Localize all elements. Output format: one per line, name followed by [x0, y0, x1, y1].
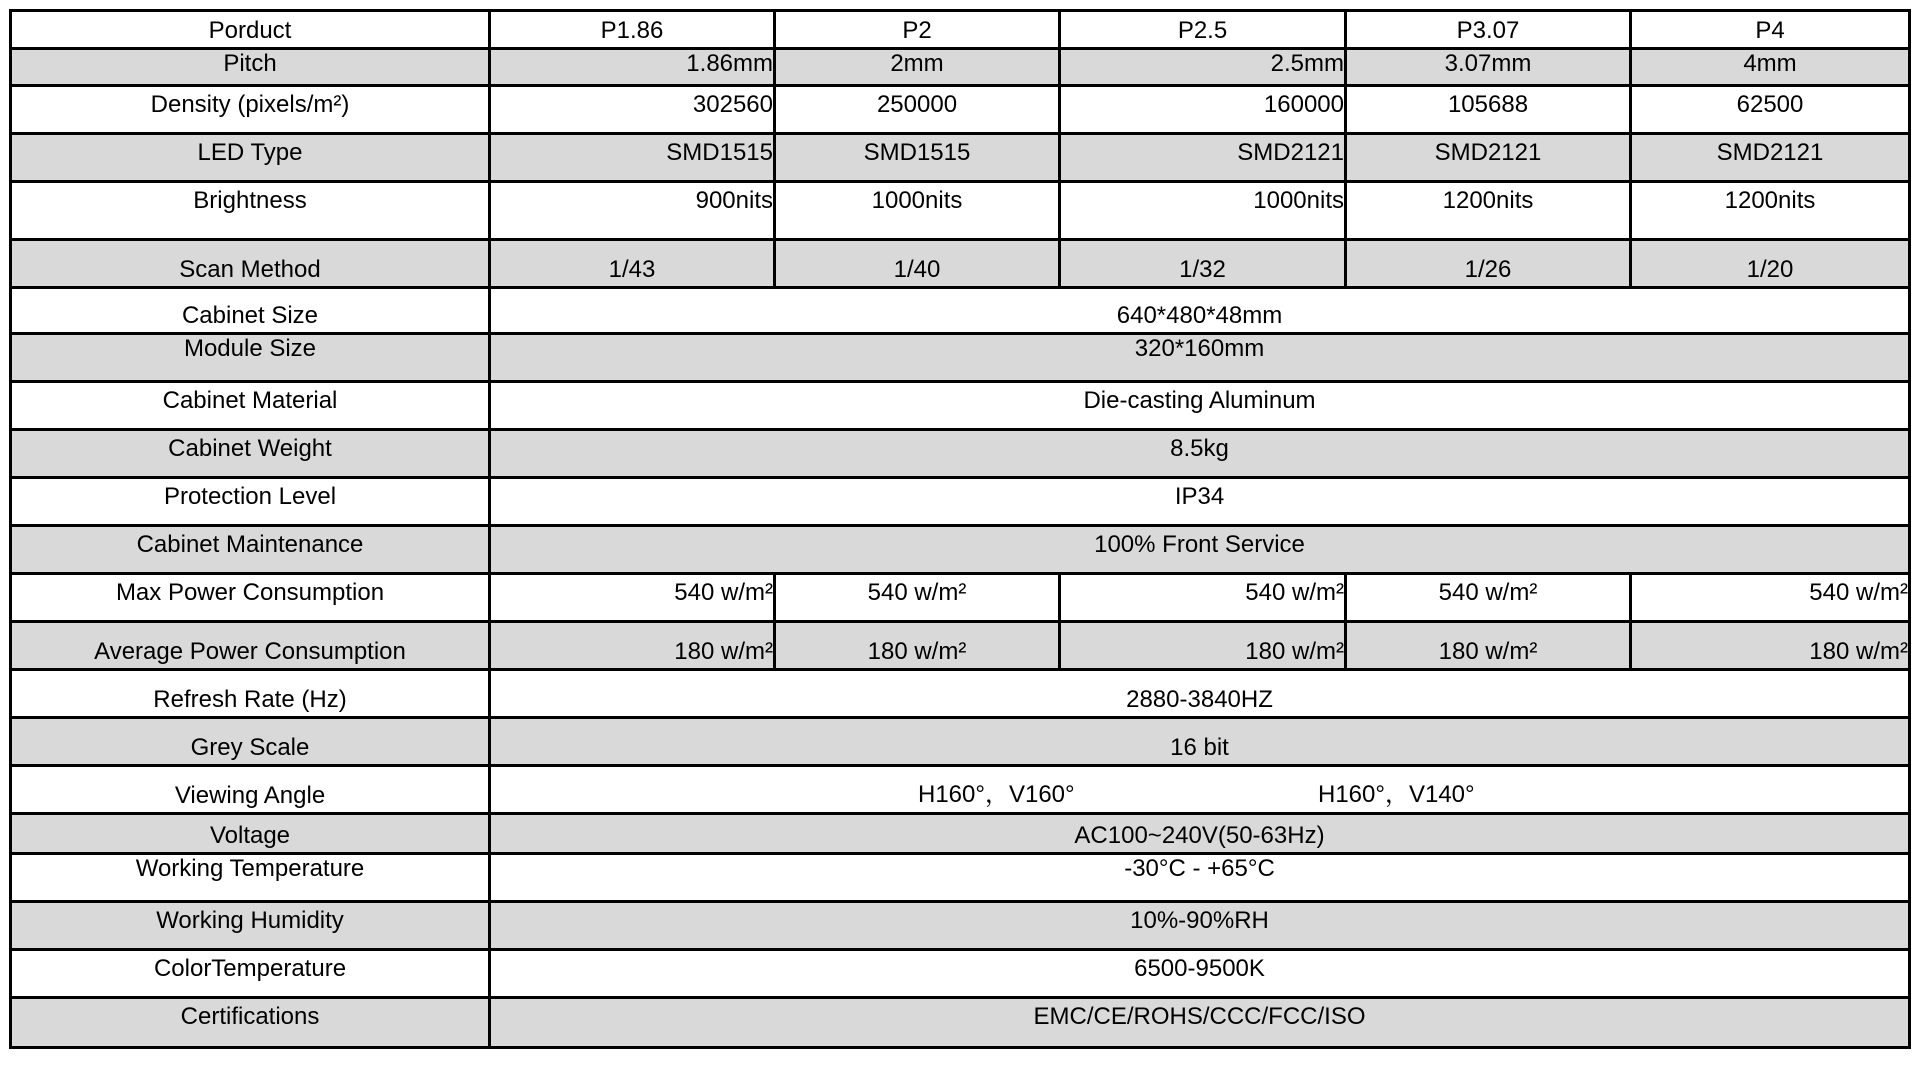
row-label: Scan Method	[9, 241, 488, 286]
led-type-row	[9, 135, 1911, 183]
spec-value: 2mm	[773, 50, 1058, 84]
cabinet-weight-row	[9, 431, 1911, 479]
spec-value: 1000nits	[1058, 183, 1344, 238]
spec-value: 540 w/m²	[773, 575, 1058, 620]
grey-scale-row	[9, 719, 1911, 767]
row-label: Voltage	[9, 815, 488, 852]
brightness-row	[9, 183, 1911, 241]
header-model: P4	[1629, 12, 1911, 47]
viewing-angle-values	[488, 767, 1911, 812]
spec-value: 540 w/m²	[1058, 575, 1344, 620]
working-humidity-row	[9, 903, 1911, 951]
spec-value: 10%-90%RH	[488, 903, 1911, 948]
spec-value: 2.5mm	[1058, 50, 1344, 84]
certifications-row	[9, 999, 1911, 1049]
spec-value: 540 w/m²	[488, 575, 773, 620]
row-label: Working Humidity	[9, 903, 488, 948]
spec-value: H160°，V160°	[918, 781, 1075, 808]
row-label: Cabinet Size	[9, 289, 488, 332]
row-label: Refresh Rate (Hz)	[9, 671, 488, 716]
spec-value: 3.07mm	[1344, 50, 1629, 84]
spec-value: 1/32	[1058, 241, 1344, 286]
row-label: Viewing Angle	[9, 767, 488, 812]
cabinet-maintenance-row	[9, 527, 1911, 575]
spec-value: 62500	[1629, 87, 1911, 132]
spec-table	[9, 9, 1911, 1077]
row-label: Average Power Consumption	[9, 623, 488, 668]
spec-value: 1/26	[1344, 241, 1629, 286]
spec-value: -30°C - +65°C	[488, 855, 1911, 900]
module-size-row	[9, 335, 1911, 383]
spec-value: 180 w/m²	[773, 623, 1058, 668]
spec-value: Die-casting Aluminum	[488, 383, 1911, 428]
header-label: Porduct	[9, 12, 488, 47]
max-power-row	[9, 575, 1911, 623]
scan-method-row	[9, 241, 1911, 289]
spec-value: EMC/CE/ROHS/CCC/FCC/ISO	[488, 999, 1911, 1046]
voltage-row	[9, 815, 1911, 855]
spec-value: 8.5kg	[488, 431, 1911, 476]
header-model: P1.86	[488, 12, 773, 47]
spec-value: 640*480*48mm	[488, 289, 1911, 332]
spec-value: 6500-9500K	[488, 951, 1911, 996]
row-label: Certifications	[9, 999, 488, 1046]
row-label: Brightness	[9, 183, 488, 238]
row-label: Cabinet Maintenance	[9, 527, 488, 572]
spec-value: H160°，V140°	[1318, 781, 1475, 808]
spec-value: 1/20	[1629, 241, 1911, 286]
row-label: Max Power Consumption	[9, 575, 488, 620]
row-label: Protection Level	[9, 479, 488, 524]
spec-value: 900nits	[488, 183, 773, 238]
spec-value: 1200nits	[1629, 183, 1911, 238]
spec-value: SMD1515	[773, 135, 1058, 180]
header-model: P2.5	[1058, 12, 1344, 47]
header-model: P3.07	[1344, 12, 1629, 47]
spec-value: 540 w/m²	[1344, 575, 1629, 620]
spec-value: SMD2121	[1629, 135, 1911, 180]
cabinet-size-row	[9, 289, 1911, 335]
row-label: Pitch	[9, 50, 488, 84]
spec-value: 1/40	[773, 241, 1058, 286]
spec-value: SMD2121	[1344, 135, 1629, 180]
working-temperature-row	[9, 855, 1911, 903]
refresh-rate-row	[9, 671, 1911, 719]
spec-value: 105688	[1344, 87, 1629, 132]
spec-value: 100% Front Service	[488, 527, 1911, 572]
spec-value: SMD2121	[1058, 135, 1344, 180]
row-label: LED Type	[9, 135, 488, 180]
spec-value: 180 w/m²	[488, 623, 773, 668]
spec-value: 250000	[773, 87, 1058, 132]
spec-value: 302560	[488, 87, 773, 132]
spec-value: 180 w/m²	[1344, 623, 1629, 668]
row-label: Grey Scale	[9, 719, 488, 764]
viewing-angle-row	[9, 767, 1911, 815]
spec-value: 180 w/m²	[1629, 623, 1911, 668]
density-row	[9, 87, 1911, 135]
color-temperature-row	[9, 951, 1911, 999]
row-label: Density (pixels/m²)	[9, 87, 488, 132]
protection-level-row	[9, 479, 1911, 527]
spec-value: AC100~240V(50-63Hz)	[488, 815, 1911, 852]
spec-value: 160000	[1058, 87, 1344, 132]
header-model: P2	[773, 12, 1058, 47]
row-label: Cabinet Material	[9, 383, 488, 428]
spec-value: 540 w/m²	[1629, 575, 1911, 620]
spec-value: SMD1515	[488, 135, 773, 180]
spec-value: 16 bit	[488, 719, 1911, 764]
row-label: Working Temperature	[9, 855, 488, 900]
pitch-row	[9, 50, 1911, 87]
header-row	[9, 9, 1911, 50]
spec-value: 4mm	[1629, 50, 1911, 84]
spec-value: 320*160mm	[488, 335, 1911, 380]
spec-value: 180 w/m²	[1058, 623, 1344, 668]
spec-value: 2880-3840HZ	[488, 671, 1911, 716]
cabinet-material-row	[9, 383, 1911, 431]
row-label: Cabinet Weight	[9, 431, 488, 476]
spec-value: 1/43	[488, 241, 773, 286]
avg-power-row	[9, 623, 1911, 671]
spec-value: 1200nits	[1344, 183, 1629, 238]
row-label: Module Size	[9, 335, 488, 380]
row-label: ColorTemperature	[9, 951, 488, 996]
spec-value: IP34	[488, 479, 1911, 524]
spec-value: 1.86mm	[488, 50, 773, 84]
spec-value: 1000nits	[773, 183, 1058, 238]
